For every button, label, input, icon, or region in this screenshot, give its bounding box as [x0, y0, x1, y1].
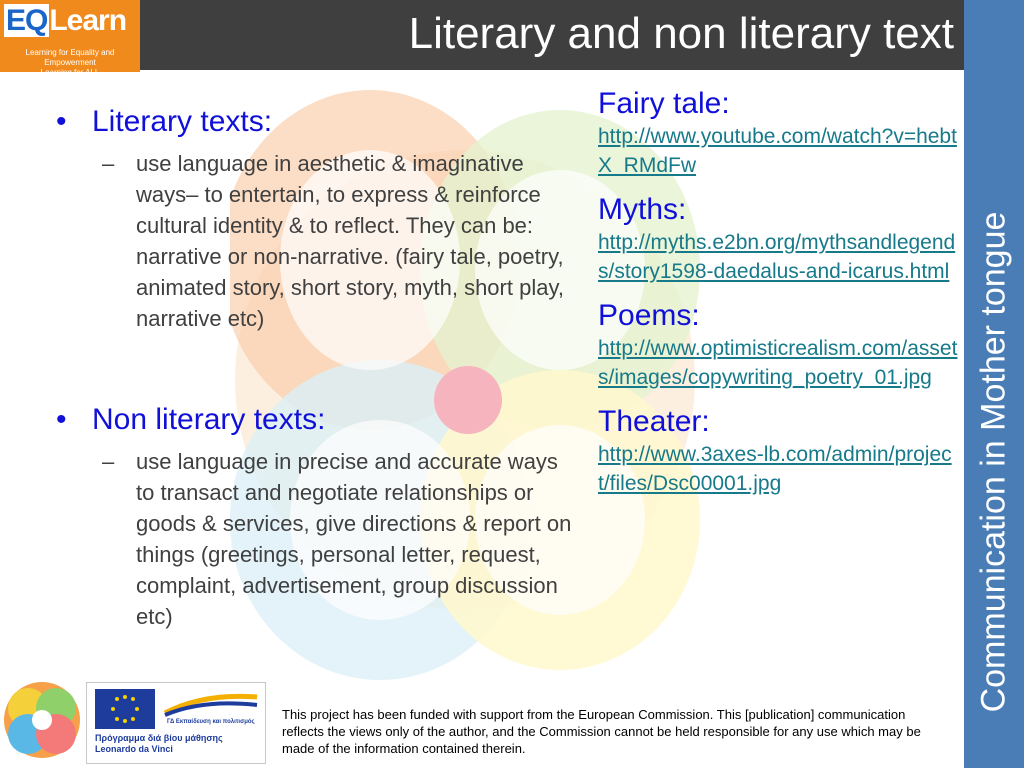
eqlearn-logo: [0, 0, 140, 77]
bullet-heading: Literary texts:: [92, 105, 273, 138]
eu-caption-line-2: Leonardo da Vinci: [95, 744, 173, 754]
swoosh-icon: [163, 691, 259, 717]
bullet-dot: •: [56, 403, 67, 436]
sub-bullet-text: use language in aesthetic & imaginative ways– to entertain, to express & reinforce cultural identity & to reflect. They can be: narrative or non-narrative. (fairy tale, poetry, animated story, short story, myth, short play, narrative etc): [136, 151, 564, 331]
sub-bullet-non-literary: [52, 446, 582, 632]
logo-wordmark: [4, 4, 126, 38]
funding-disclaimer: This project has been funded with support from the European Commission. This [publication] communication reflects the views only of the author, and the Commission cannot be held responsible for any use which may be made of the information contained therein.: [282, 707, 921, 756]
bullet-non-literary: [52, 402, 582, 438]
sub-bullet-dash: –: [102, 449, 115, 474]
logo-tagline-line-1: Learning for Equality and Empowerment: [25, 48, 115, 67]
logo-learn-text: Learn: [49, 4, 127, 37]
eu-programme-caption: [95, 733, 223, 755]
flower-logo-icon: [0, 672, 84, 768]
link-block-theater: [598, 404, 958, 498]
eu-flag-icon: [95, 689, 155, 729]
link-heading: Theater:: [598, 405, 710, 438]
sub-bullet-literary: [52, 148, 582, 334]
bullet-list: [52, 104, 582, 632]
link-block-myths: [598, 192, 958, 286]
link-block-poems: [598, 298, 958, 392]
side-label: Communication in Mother tongue: [974, 211, 1013, 713]
poems-link[interactable]: http://www.optimisticrealism.com/assets/images/copywriting_poetry_01.jpg: [598, 337, 958, 389]
link-heading: Fairy tale:: [598, 87, 730, 120]
bullet-heading: Non literary texts:: [92, 403, 326, 436]
link-heading: Poems:: [598, 299, 700, 332]
bullet-dot: •: [56, 105, 67, 138]
eu-programme-logo: [86, 682, 266, 764]
link-block-fairy-tale: [598, 86, 958, 180]
theater-link[interactable]: http://www.3axes-lb.com/admin/project/files/Dsc00001.jpg: [598, 443, 952, 495]
fairy-tale-link[interactable]: http://www.youtube.com/watch?v=hebtX_RMdFw: [598, 125, 957, 177]
sub-bullet-text: use language in precise and accurate ways to transact and negotiate relationships or goods & services, give directions & report on things (greetings, personal letter, request, complaint, advertisement, group discussion etc): [136, 449, 572, 629]
eu-dg-caption: ΓΔ Εκπαίδευση και πολιτισμός: [167, 719, 255, 725]
logo-tagline: [2, 48, 138, 78]
eu-caption-line-1: Πρόγραμμα διά βίου μάθησης: [95, 733, 223, 743]
resource-links: [598, 86, 958, 510]
bullet-literary: [52, 104, 582, 140]
logo-tagline-line-2: Learning for ALL: [40, 68, 100, 77]
sub-bullet-dash: –: [102, 151, 115, 176]
link-heading: Myths:: [598, 193, 687, 226]
slide-title: Literary and non literary text: [408, 9, 954, 58]
logo-eq-text: EQ: [6, 4, 48, 37]
myths-link[interactable]: http://myths.e2bn.org/mythsandlegends/story1598-daedalus-and-icarus.html: [598, 231, 956, 283]
